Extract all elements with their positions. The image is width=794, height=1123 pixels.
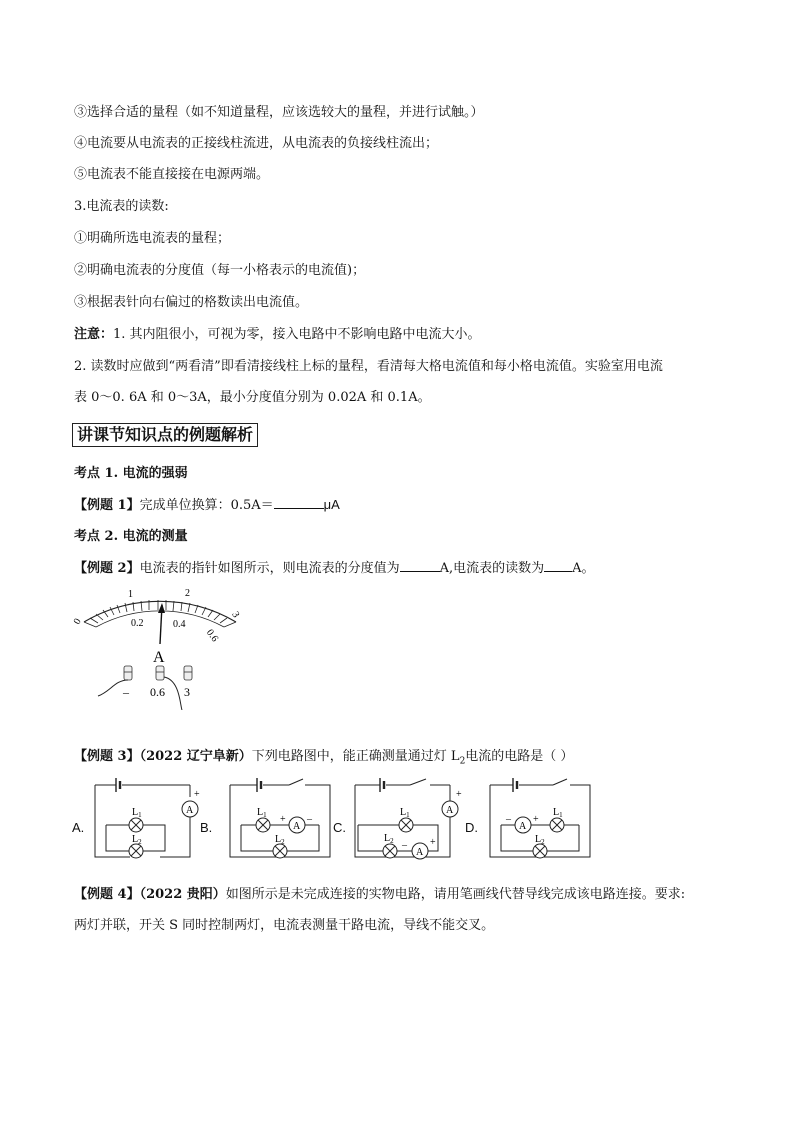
example-3-sub: 2 xyxy=(459,756,466,767)
outer-tick-label: 2 xyxy=(185,588,190,599)
ammeter-label: A xyxy=(416,847,424,858)
answer-blank[interactable] xyxy=(274,496,324,509)
example-2-unit-1: A, xyxy=(439,561,454,576)
outer-tick-label: 0 xyxy=(71,616,84,627)
example-2-label: 【例题 2】 xyxy=(74,561,140,576)
minus-sign: – xyxy=(506,814,511,825)
plus-sign: + xyxy=(194,789,200,800)
reading-title: 3.电流表的读数: xyxy=(74,199,169,214)
ammeter-label: A xyxy=(446,805,454,816)
meter-symbol: A xyxy=(153,649,165,666)
plus-sign: + xyxy=(533,814,539,825)
example-4-line-2: 两灯并联，开关 S 同时控制两灯，电流表测量干路电流，导线不能交叉。 xyxy=(74,918,495,933)
lamp-label: $L_1$ xyxy=(257,807,267,819)
example-3-text: 下列电路图中，能正确测量通过灯 L xyxy=(251,749,460,764)
note-label: 注意： xyxy=(74,327,114,342)
option-c-label[interactable]: C. xyxy=(333,820,346,835)
plus-sign: + xyxy=(430,837,436,848)
meter-ticks xyxy=(84,600,236,627)
lamp-label: $L_1$ xyxy=(553,807,563,819)
reading-2: ②明确电流表的分度值（每一小格表示的电流值)； xyxy=(74,263,366,278)
note-2b: 表 0～0. 6A 和 0～3A，最小分度值分别为 0.02A 和 0.1A。 xyxy=(74,390,431,405)
example-4-text-1: 如图所示是未完成连接的实物电路，请用笔画线代替导线完成该电路连接。要求: xyxy=(225,887,686,902)
example-2-text-2: 电流表的读数为 xyxy=(453,561,545,576)
circuit-option-c[interactable] xyxy=(350,775,475,867)
knowledge-point-1: 考点 1. 电流的强弱 xyxy=(74,466,188,481)
example-1-unit: μA xyxy=(323,497,340,512)
wire xyxy=(164,677,182,710)
section-heading: 讲课节知识点的例题解析 xyxy=(72,423,258,447)
example-4 xyxy=(74,886,685,904)
knowledge-point-2: 考点 2. 电流的测量 xyxy=(74,529,188,544)
minus-sign: – xyxy=(402,840,407,851)
lamp-label: $L_1$ xyxy=(400,807,410,819)
example-4-source: （2022 贵阳） xyxy=(139,887,226,902)
step-4: ④电流要从电流表的正接线柱流进，从电流表的负接线柱流出； xyxy=(74,136,439,151)
outer-tick-label: 3 xyxy=(229,609,242,620)
answer-blank[interactable] xyxy=(544,559,572,572)
lamp-label: $L_2$ xyxy=(275,834,285,846)
reading-3: ③根据表针向右偏过的格数读出电流值。 xyxy=(74,295,309,310)
option-b-label[interactable]: B. xyxy=(200,820,213,835)
option-d-label[interactable]: D. xyxy=(465,820,478,835)
option-a-label[interactable]: A. xyxy=(72,820,85,835)
ammeter-label: A xyxy=(293,821,301,832)
example-1-text: 完成单位换算：0.5A＝ xyxy=(139,498,274,513)
outer-tick-label: 1 xyxy=(128,589,133,600)
plus-sign: + xyxy=(280,814,286,825)
answer-blank[interactable] xyxy=(400,559,440,572)
inner-tick-label: 0.4 xyxy=(173,619,186,630)
terminal-label: – xyxy=(123,685,129,699)
example-2 xyxy=(74,559,595,578)
plus-sign: + xyxy=(456,789,462,800)
note-1 xyxy=(74,326,481,344)
example-2-unit-2: A。 xyxy=(572,561,595,576)
note-2a: 2. 读数时应做到“两看清”即看清接线柱上标的量程，看清每大格电流值和每小格电流值。实验室用电流 xyxy=(74,359,663,374)
minus-sign: – xyxy=(307,814,312,825)
ammeter-label: A xyxy=(519,821,527,832)
step-5: ⑤电流表不能直接接在电源两端。 xyxy=(74,167,270,182)
lamp-label: $L_2$ xyxy=(132,834,142,846)
example-3 xyxy=(74,748,573,771)
terminal-label: 3 xyxy=(184,685,190,699)
note-1-text: 1. 其内阻很小，可视为零，接入电路中不影响电路中电流大小。 xyxy=(113,327,481,342)
example-3-text-2: 电流的电路是（ ） xyxy=(465,749,574,764)
terminal-posts xyxy=(124,666,192,680)
example-1 xyxy=(74,496,340,515)
circuit-option-d[interactable] xyxy=(485,775,600,867)
ammeter-figure xyxy=(70,580,260,710)
lamp-label: $L_2$ xyxy=(384,833,394,845)
inner-tick-label: 0.2 xyxy=(131,618,144,629)
meter-scale-inner xyxy=(96,611,224,627)
terminal-label: 0.6 xyxy=(150,685,165,699)
inner-tick-label: 0.6 xyxy=(203,627,221,645)
step-3: ③选择合适的量程（如不知道量程，应该选较大的量程，并进行试触。） xyxy=(74,105,484,120)
example-3-source: （2022 辽宁阜新） xyxy=(139,749,252,764)
circuit-option-a[interactable] xyxy=(90,775,215,867)
reading-1: ①明确所选电流表的量程； xyxy=(74,231,231,246)
example-2-text-1: 电流表的指针如图所示，则电流表的分度值为 xyxy=(139,561,400,576)
example-3-label: 【例题 3】 xyxy=(74,749,140,764)
example-1-label: 【例题 1】 xyxy=(74,498,140,513)
needle-tip xyxy=(158,603,165,613)
lamp-label: $L_1$ xyxy=(132,807,142,819)
example-4-label: 【例题 4】 xyxy=(74,887,140,902)
circuit-option-b[interactable] xyxy=(225,775,340,867)
lamp-label: $L_2$ xyxy=(535,834,545,846)
ammeter-label: A xyxy=(186,805,194,816)
